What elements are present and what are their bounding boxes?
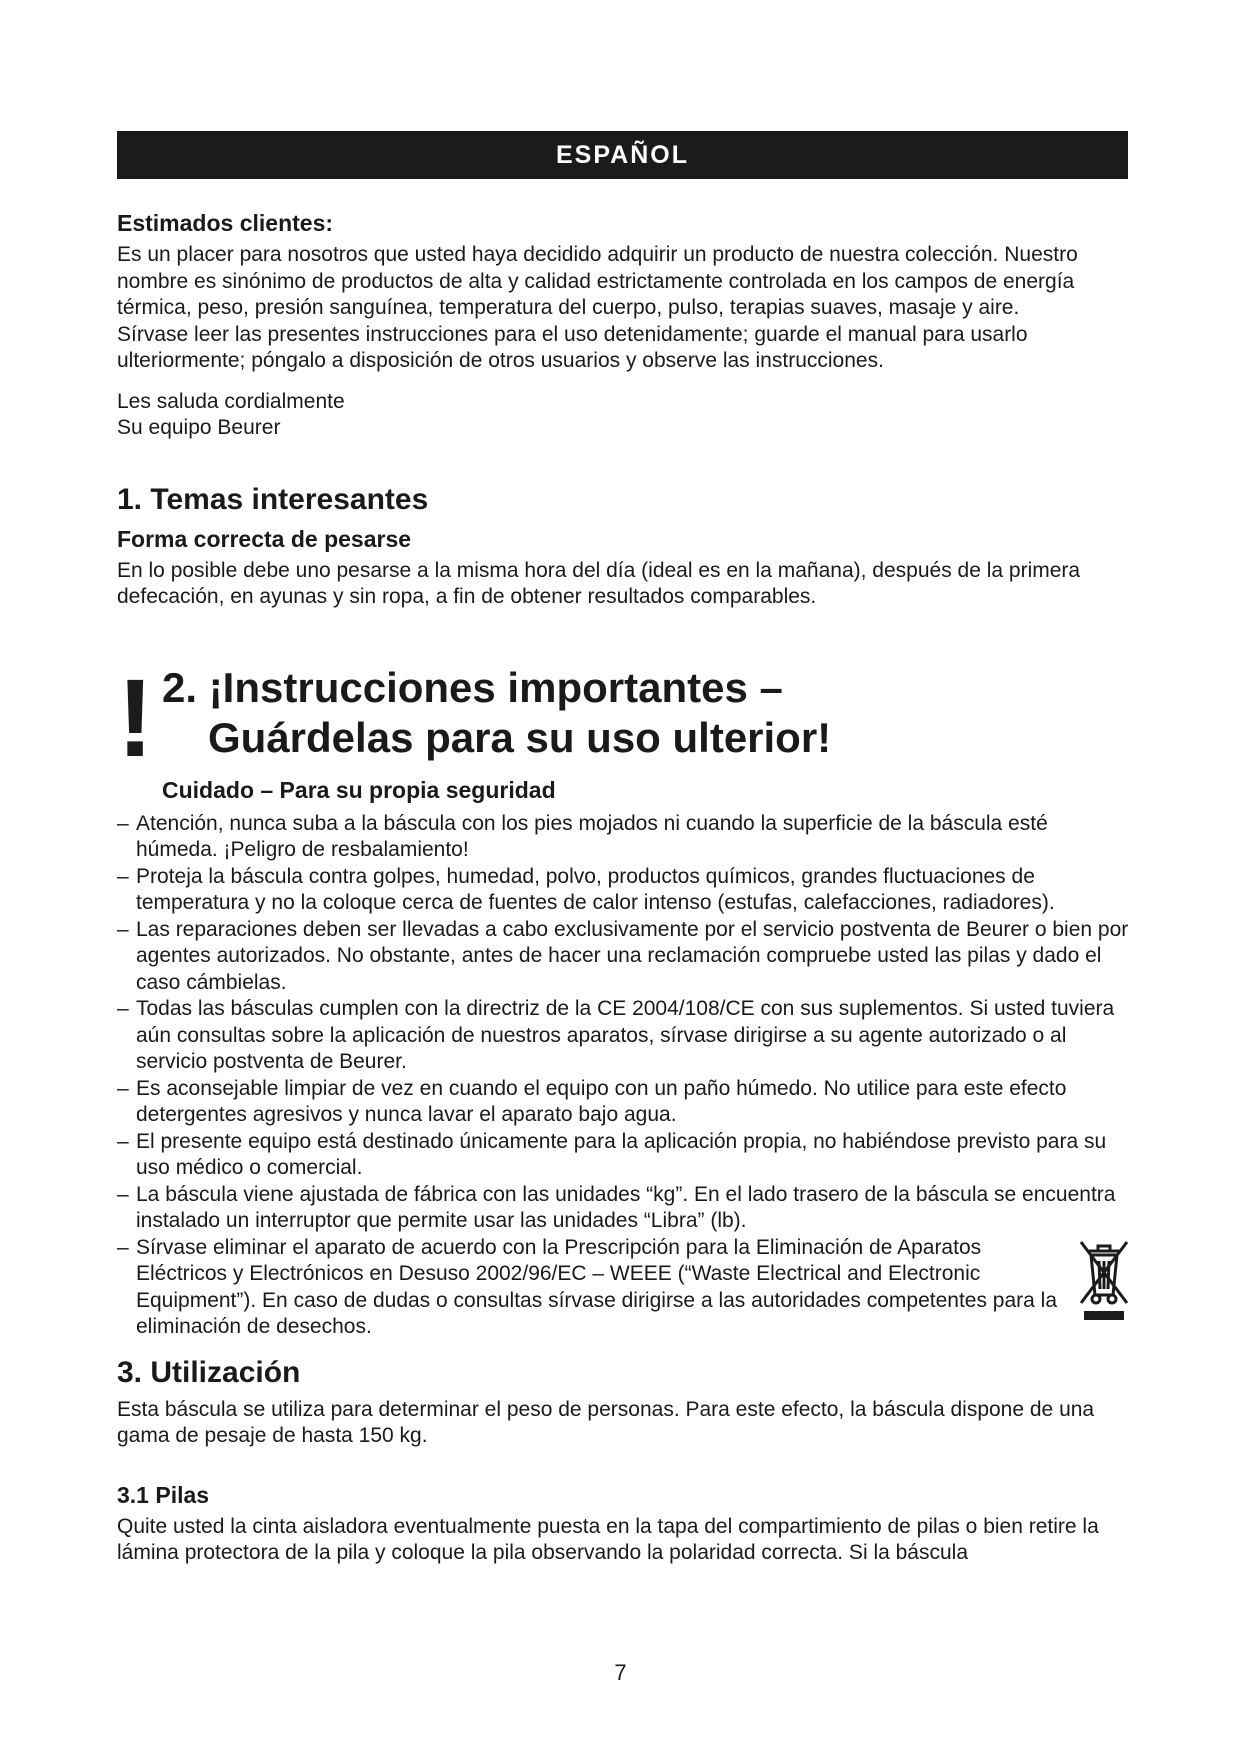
section-2-title-line-2: Guárdelas para su uso ulterior! [208, 713, 832, 761]
weee-crossed-bin-icon [1076, 1237, 1132, 1329]
safety-section [117, 656, 1132, 1341]
section-2-title [162, 663, 1132, 763]
section-2-title-line-1: 2. ¡Instrucciones importantes – [162, 663, 783, 711]
spacer [117, 1450, 1132, 1480]
list-item: – Las reparaciones deben ser llevadas a cabo exclusivamente por el servicio postventa de Beurer o bien por agentes autorizados. No obstante, antes de hacer una reclamación compruebe usted las pilas y dado el caso cámbielas. [117, 917, 1132, 997]
list-item: – Proteja la báscula contra golpes, humedad, polvo, productos químicos, grandes fluctuaciones de temperatura y no la coloque cerca de fuentes de calor intenso (estufas, calefacciones, radiadores). [117, 864, 1132, 917]
intro-paragraph: Es un placer para nosotros que usted haya decidido adquirir un producto de nuestra colección. Nuestro nombre es sinónimo de productos de alta y calidad estrictamente controlada en los campos de energía térmica, peso, presión sanguínea, temperatura del cuerpo, pulso, terapias suaves, masaje y aire. [117, 243, 1078, 319]
section-3-text: Esta báscula se utiliza para determinar el peso de personas. Para este efecto, la báscula dispone de una gama de pesaje de hasta 150 kg. [117, 1397, 1095, 1447]
language-banner: ESPAÑOL [117, 131, 1128, 179]
section-1-title: 1. Temas interesantes [117, 482, 429, 516]
intro-instructions-paragraph: Sírvase leer las presentes instrucciones para el uso detenidamente; guarde el manual para usarlo ulteriormente; póngalo a disposición de otros usuarios y observe las instrucciones. [117, 322, 1028, 372]
section-3-1-text: Quite usted la cinta aisladora eventualmente puesta en la tapa del compartimiento de pilas o bien retire la lámina protectora de la pila y coloque la pila observando la polaridad correcta. Si la báscula [117, 1514, 1099, 1564]
section-3-1-title: 3.1 Pilas [117, 1481, 210, 1508]
page-number: 7 [614, 1660, 627, 1685]
section-1-text: En lo posible debe uno pesarse a la misma hora del día (ideal es en la mañana), después de la primera defecación, en ayunas y sin ropa, a fin de obtener resultados comparables. [117, 558, 1081, 608]
list-item-text: Sírvase eliminar el aparato de acuerdo con la Prescripción para la Eliminación de Aparatos Eléctricos y Electrónicos en Desuso 2002/96/EC – WEEE (“Waste Electrical and Electronic Equipment”). En caso de dudas o consultas sírvase dirigirse a las autoridades competentes para la eliminación de desechos. [136, 1235, 1058, 1338]
spacer [117, 1341, 1132, 1355]
greeting-heading: Estimados clientes: [117, 210, 334, 236]
list-item-weee [117, 1235, 1132, 1341]
spacer [117, 375, 1132, 389]
safety-list [117, 811, 1132, 1341]
section-2-subtitle: Cuidado – Para su propia seguridad [162, 776, 556, 803]
page-content [117, 208, 1132, 1567]
closing-signature: Su equipo Beurer [117, 416, 281, 439]
section-3-title: 3. Utilización [117, 1355, 301, 1389]
list-item: – La báscula viene ajustada de fábrica con las unidades “kg”. En el lado trasero de la báscula se encuentra instalado un interruptor que permite usar las unidades “Libra” (lb). [117, 1182, 1132, 1235]
section-1-subtitle: Forma correcta de pesarse [117, 525, 412, 552]
list-item: – Es aconsejable limpiar de vez en cuando el equipo con un paño húmedo. No utilice para este efecto detergentes agresivos y nunca lavar el aparato bajo agua. [117, 1076, 1132, 1129]
list-item: – Todas las básculas cumplen con la directriz de la CE 2004/108/CE con sus suplementos. Si usted tuviera aún consultas sobre la aplicación de nuestros aparatos, sírvase dirigirse a su agente autorizado o al servicio postventa de Beurer. [117, 996, 1132, 1076]
warning-exclamation-icon: ! [117, 656, 154, 780]
closing-salutation: Les saluda cordialmente [117, 389, 345, 413]
list-item: – El presente equipo está destinado únicamente para la aplicación propia, no habiéndose previsto para su uso médico o comercial. [117, 1129, 1132, 1182]
spacer [117, 442, 1132, 482]
list-item: – Atención, nunca suba a la báscula con los pies mojados ni cuando la superficie de la báscula esté húmeda. ¡Peligro de resbalamiento! [117, 811, 1132, 864]
